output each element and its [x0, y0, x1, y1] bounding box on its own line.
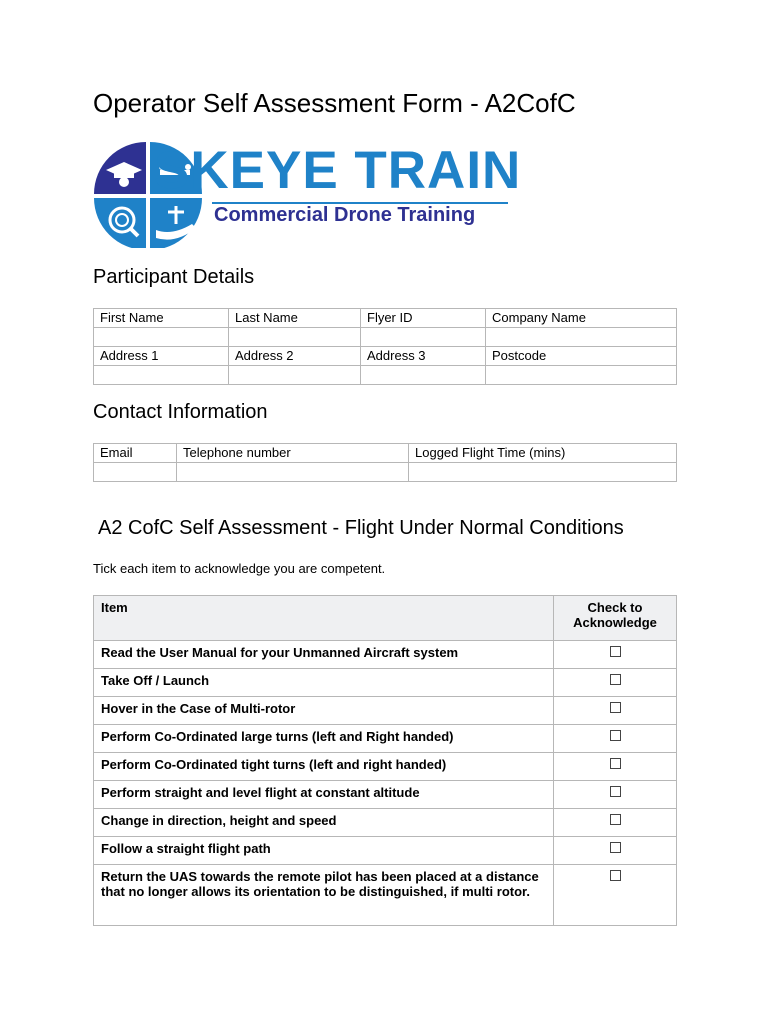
- checkbox-icon[interactable]: [610, 702, 621, 713]
- assessment-item: Perform Co-Ordinated tight turns (left and right handed): [94, 753, 554, 781]
- item-column-header: Item: [94, 596, 554, 641]
- table-row: [94, 697, 677, 725]
- acknowledge-checkbox[interactable]: [554, 781, 677, 809]
- table-row: [94, 809, 677, 837]
- assessment-item: Change in direction, height and speed: [94, 809, 554, 837]
- flyer-id-label: Flyer ID: [361, 309, 486, 328]
- assessment-instruction: Tick each item to acknowledge you are competent.: [93, 561, 386, 576]
- assessment-item: Read the User Manual for your Unmanned Aircraft system: [94, 641, 554, 669]
- table-row: [94, 837, 677, 865]
- email-label: Email: [94, 444, 177, 463]
- postcode-label: Postcode: [486, 347, 677, 366]
- acknowledge-checkbox[interactable]: [554, 669, 677, 697]
- assessment-table: [93, 595, 677, 926]
- checkbox-icon[interactable]: [610, 870, 621, 881]
- participant-details-heading: Participant Details: [93, 266, 255, 288]
- page-title: Operator Self Assessment Form - A2CofC: [93, 88, 576, 118]
- participant-details-table: [93, 308, 677, 385]
- telephone-label: Telephone number: [177, 444, 409, 463]
- table-header-row: [94, 596, 677, 641]
- table-row: [94, 309, 677, 328]
- assessment-item: Follow a straight flight path: [94, 837, 554, 865]
- company-name-field[interactable]: [486, 328, 677, 347]
- table-row: [94, 781, 677, 809]
- address-2-label: Address 2: [229, 347, 361, 366]
- logged-flight-time-label: Logged Flight Time (mins): [409, 444, 677, 463]
- logo-brand-text: SKEYE TRAIN: [154, 141, 522, 200]
- checkbox-icon[interactable]: [610, 842, 621, 853]
- acknowledge-checkbox[interactable]: [554, 837, 677, 865]
- address-3-label: Address 3: [361, 347, 486, 366]
- table-row: [94, 347, 677, 366]
- assessment-item: Perform straight and level flight at constant altitude: [94, 781, 554, 809]
- acknowledge-checkbox[interactable]: [554, 641, 677, 669]
- acknowledge-checkbox[interactable]: [554, 753, 677, 781]
- table-row: [94, 725, 677, 753]
- contact-information-heading: Contact Information: [93, 401, 268, 423]
- last-name-label: Last Name: [229, 309, 361, 328]
- checkbox-icon[interactable]: [610, 730, 621, 741]
- table-row: [94, 865, 677, 926]
- table-row: [94, 463, 677, 482]
- postcode-field[interactable]: [486, 366, 677, 385]
- acknowledge-checkbox[interactable]: [554, 809, 677, 837]
- email-field[interactable]: [94, 463, 177, 482]
- telephone-field[interactable]: [177, 463, 409, 482]
- acknowledge-checkbox[interactable]: [554, 725, 677, 753]
- table-row: [94, 328, 677, 347]
- checkbox-icon[interactable]: [610, 758, 621, 769]
- company-name-label: Company Name: [486, 309, 677, 328]
- table-row: [94, 641, 677, 669]
- table-row: [94, 366, 677, 385]
- table-row: [94, 444, 677, 463]
- flyer-id-field[interactable]: [361, 328, 486, 347]
- last-name-field[interactable]: [229, 328, 361, 347]
- assessment-item: Hover in the Case of Multi-rotor: [94, 697, 554, 725]
- acknowledge-checkbox[interactable]: [554, 697, 677, 725]
- logged-flight-time-field[interactable]: [409, 463, 677, 482]
- checkbox-icon[interactable]: [610, 646, 621, 657]
- contact-information-table: [93, 443, 677, 482]
- check-column-header: Check to Acknowledge: [554, 596, 677, 641]
- table-row: [94, 669, 677, 697]
- first-name-label: First Name: [94, 309, 229, 328]
- assessment-item: Take Off / Launch: [94, 669, 554, 697]
- address-1-field[interactable]: [94, 366, 229, 385]
- checkbox-icon[interactable]: [610, 674, 621, 685]
- acknowledge-checkbox[interactable]: [554, 865, 677, 926]
- checkbox-icon[interactable]: [610, 786, 621, 797]
- address-2-field[interactable]: [229, 366, 361, 385]
- assessment-heading: A2 CofC Self Assessment - Flight Under Normal Conditions: [98, 517, 624, 539]
- first-name-field[interactable]: [94, 328, 229, 347]
- assessment-item: Perform Co-Ordinated large turns (left and Right handed): [94, 725, 554, 753]
- table-row: [94, 753, 677, 781]
- logo-tagline: Commercial Drone Training: [214, 204, 476, 226]
- address-1-label: Address 1: [94, 347, 229, 366]
- assessment-item: Return the UAS towards the remote pilot has been placed at a distance that no longer allows its orientation to be distinguished, if multi rotor.: [94, 865, 554, 926]
- checkbox-icon[interactable]: [610, 814, 621, 825]
- address-3-field[interactable]: [361, 366, 486, 385]
